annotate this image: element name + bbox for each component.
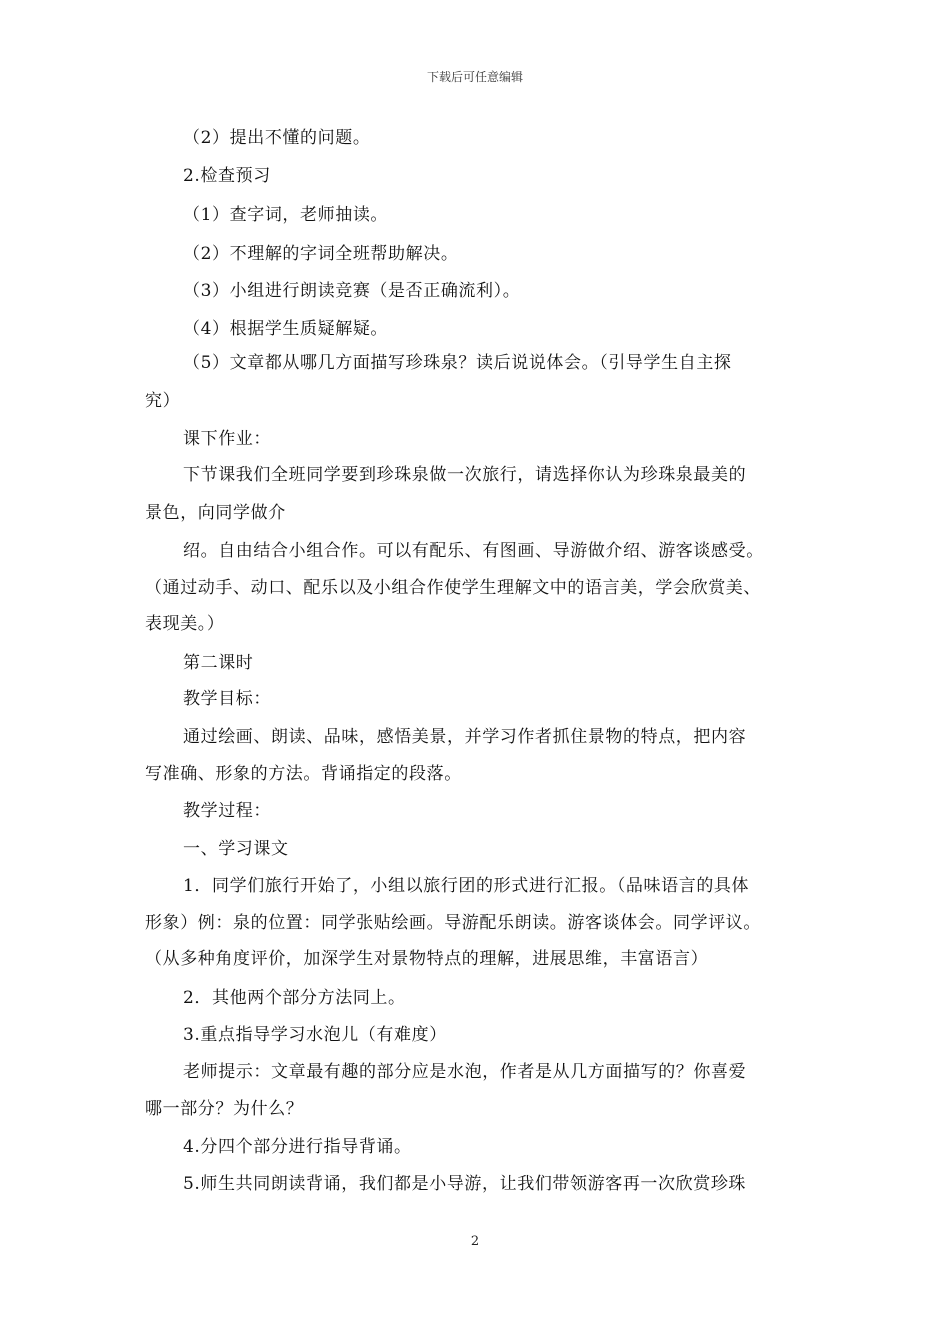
- text-line: （4）根据学生质疑解疑。: [183, 319, 389, 339]
- text-line: （1）查字词，老师抽读。: [183, 205, 389, 225]
- text-line: （通过动手、动口、配乐以及小组合作使学生理解文中的语言美，学会欣赏美、: [145, 578, 761, 598]
- text-line: 4.分四个部分进行指导背诵。: [183, 1137, 412, 1157]
- text-line: 一、学习课文: [183, 839, 289, 859]
- text-line: （5）文章都从哪几方面描写珍珠泉？读后说说体会。（引导学生自主探: [183, 353, 732, 373]
- text-line: 教学目标：: [183, 689, 271, 709]
- text-line: 下节课我们全班同学要到珍珠泉做一次旅行，请选择你认为珍珠泉最美的: [183, 465, 747, 485]
- text-line: 2.检查预习: [183, 166, 271, 186]
- text-line: 表现美。）: [145, 614, 225, 634]
- text-line: 形象）例：泉的位置：同学张贴绘画。导游配乐朗读。游客谈体会。同学评议。: [145, 913, 761, 933]
- text-line: 通过绘画、朗读、品味，感悟美景，并学习作者抓住景物的特点，把内容: [183, 727, 747, 747]
- text-line: 3.重点指导学习水泡儿（有难度）: [183, 1025, 447, 1045]
- text-line: 哪一部分？为什么？: [145, 1099, 304, 1119]
- text-line: 绍。自由结合小组合作。可以有配乐、有图画、导游做介绍、游客谈感受。: [183, 541, 764, 561]
- text-line: （2）提出不懂的问题。: [183, 128, 371, 148]
- text-line: 老师提示：文章最有趣的部分应是水泡，作者是从几方面描写的？你喜爱: [183, 1062, 747, 1082]
- text-line: 写准确、形象的方法。背诵指定的段落。: [145, 764, 462, 784]
- header-note: 下载后可任意编辑: [426, 70, 523, 84]
- text-line: 景色，向同学做介: [145, 503, 286, 523]
- text-line: 1．同学们旅行开始了，小组以旅行团的形式进行汇报。（品味语言的具体: [183, 876, 750, 896]
- text-line: 2．其他两个部分方法同上。: [183, 988, 406, 1008]
- text-line: 教学过程：: [183, 801, 271, 821]
- text-line: （从多种角度评价，加深学生对景物特点的理解，进展思维，丰富语言）: [145, 949, 709, 969]
- text-line: 5.师生共同朗读背诵，我们都是小导游，让我们带领游客再一次欣赏珍珠: [183, 1174, 747, 1194]
- text-line: （3）小组进行朗读竞赛（是否正确流利）。: [183, 281, 521, 301]
- text-line: 课下作业：: [183, 429, 271, 449]
- text-line: 第二课时: [183, 653, 254, 673]
- page-number: 2: [470, 1234, 480, 1249]
- text-line: 究）: [145, 391, 181, 411]
- text-line: （2）不理解的字词全班帮助解决。: [183, 244, 459, 264]
